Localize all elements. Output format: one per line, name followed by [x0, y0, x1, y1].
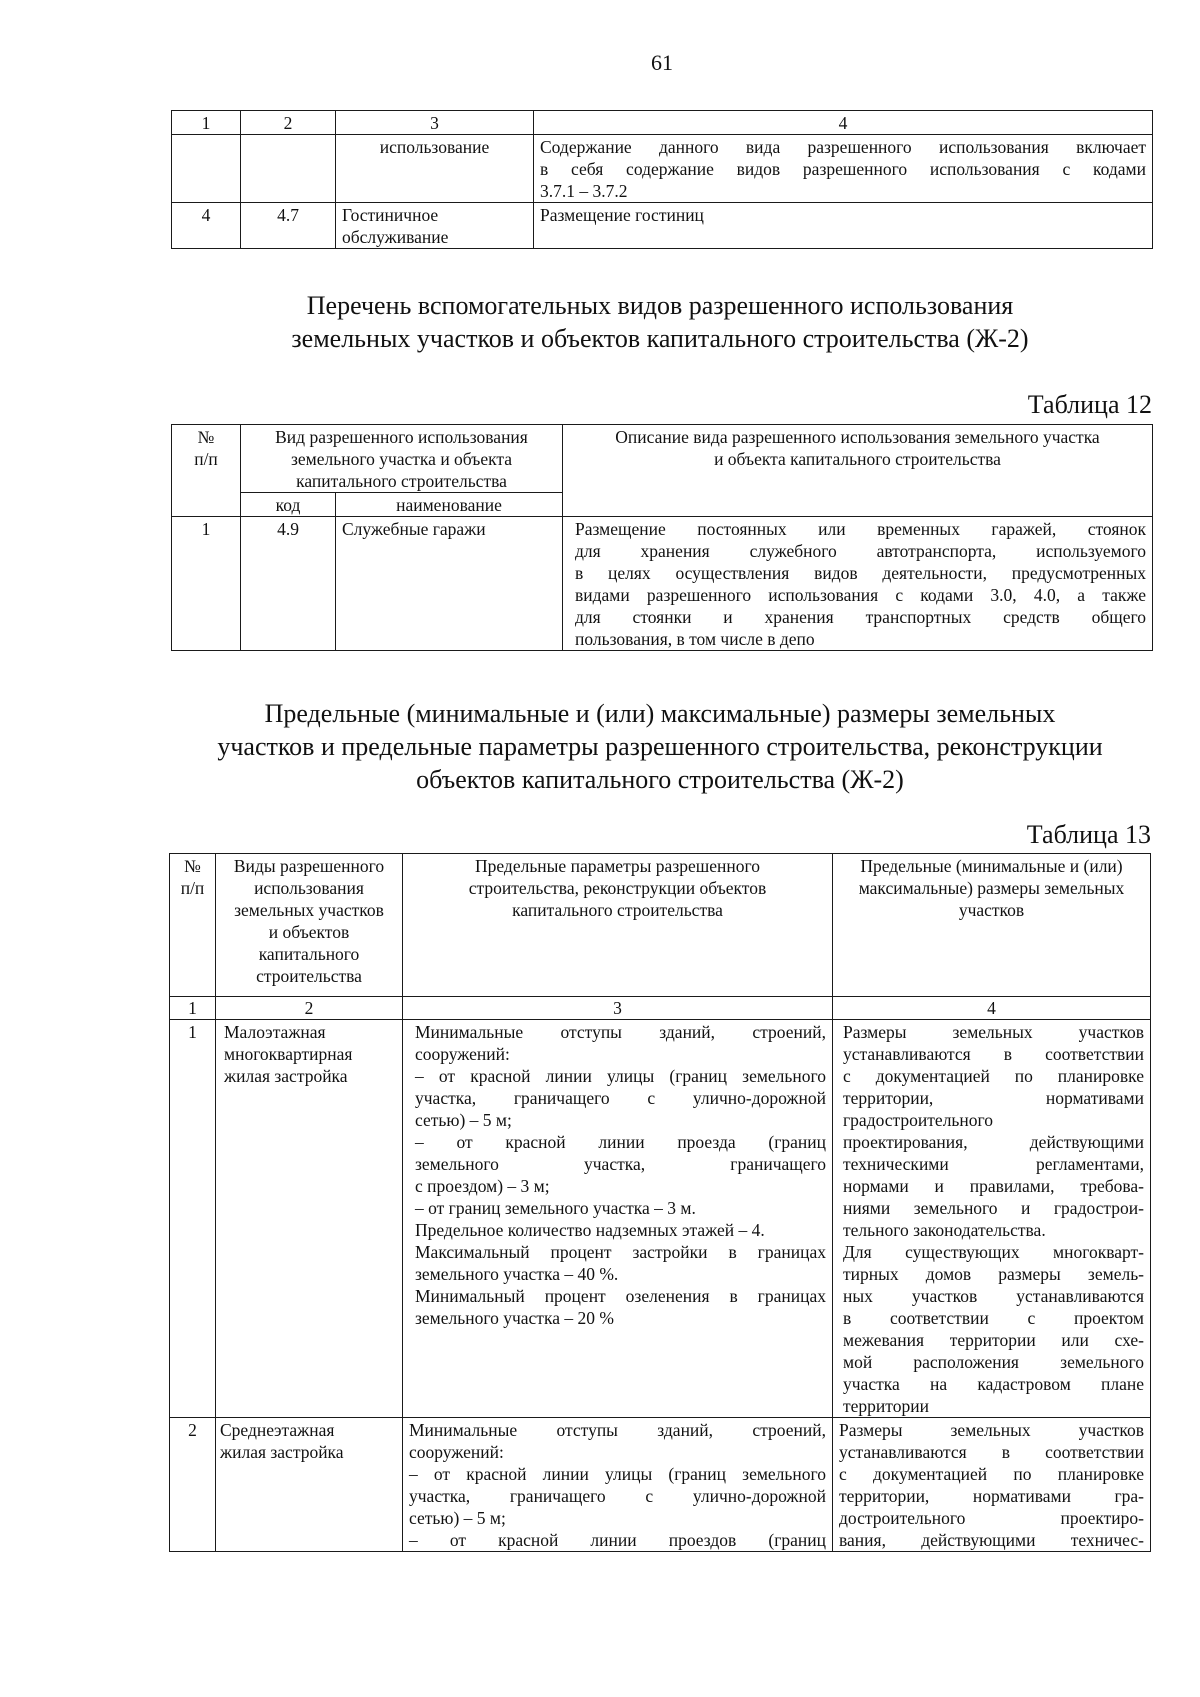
header-naim: наименование: [336, 493, 563, 517]
text-line: Описание вида разрешенного использования земельного участка: [615, 427, 1100, 447]
text-line: и объекта капитального строительства: [714, 449, 1001, 469]
heading-line: участков и предельные параметры разрешенного строительства, реконструкции: [217, 732, 1103, 761]
cell-description: [534, 135, 1153, 203]
header-description: [563, 425, 1153, 517]
text-line: Для существующих многокварт-: [843, 1242, 1144, 1262]
text-line: достроительного проектиро-: [839, 1508, 1144, 1528]
text-line: строительства: [256, 966, 362, 986]
cell-params: [403, 1020, 833, 1418]
text-line: в соответствии с проектом: [843, 1308, 1144, 1328]
cell-description: Размещение гостиниц: [534, 203, 1153, 249]
cell-num: 4: [172, 203, 241, 249]
text-line: Гостиничное: [342, 205, 439, 225]
text-line: тирных домов размеры земель-: [843, 1264, 1144, 1284]
text-line: Максимальный процент застройки в границах: [415, 1242, 826, 1262]
text-line: Малоэтажная: [224, 1022, 326, 1042]
text-line: Минимальные отступы зданий, строений,: [409, 1420, 826, 1440]
cell-vid: [216, 1020, 403, 1418]
cell: [241, 135, 336, 203]
text-line: – от красной линии проезда (границ: [415, 1132, 826, 1152]
text-line: п/п: [180, 878, 205, 898]
text-line: для стоянки и хранения транспортных средств общего: [575, 607, 1146, 627]
text-line: проектирования, действующими: [843, 1132, 1144, 1152]
text-line: Предельные (минимальные и (или): [860, 856, 1123, 876]
text-line: ных участков устанавливаются: [843, 1286, 1144, 1306]
text-line: межевания территории или схе-: [843, 1330, 1144, 1350]
cell-num: 1: [170, 1020, 216, 1418]
cell-vid: [216, 1418, 403, 1552]
table-13: [169, 853, 1151, 1552]
text-line: Среднеэтажная: [220, 1420, 335, 1440]
text-line: жилая застройка: [220, 1442, 344, 1462]
table-header-row: [172, 111, 1153, 135]
cell-sizes: [833, 1418, 1151, 1552]
heading-line: Предельные (минимальные и (или) максимальные) размеры земельных: [264, 699, 1056, 728]
text-line: Предельные параметры разрешенного: [475, 856, 760, 876]
header-sizes: [833, 854, 1151, 997]
text-line: участка, граничащего с улично-дорожной: [415, 1088, 826, 1108]
text-line: Размеры земельных участков: [843, 1022, 1144, 1042]
cell-code: 4.7: [241, 203, 336, 249]
cell-num: 1: [172, 517, 241, 651]
column-number: 2: [216, 997, 403, 1020]
text-line: жилая застройка: [224, 1066, 348, 1086]
heading-line: объектов капитального строительства (Ж-2): [416, 765, 904, 794]
cell-name: Служебные гаражи: [336, 517, 563, 651]
text-line: Предельное количество надземных этажей – 4.: [415, 1220, 765, 1240]
text-line: участка, граничащего с улично-дорожной: [409, 1486, 826, 1506]
text-line: Размеры земельных участков: [839, 1420, 1144, 1440]
text-line: земельного участка – 40 %.: [415, 1264, 619, 1284]
header-kod: код: [241, 493, 336, 517]
header-num: [170, 854, 216, 997]
text-line: вания, действующими техничес-: [839, 1530, 1144, 1550]
text-line: – от красной линии улицы (границ земельного: [409, 1464, 826, 1484]
header-cell: 4: [534, 111, 1153, 135]
cell-sizes: [833, 1020, 1151, 1418]
text-line: устанавливаются в соответствии: [843, 1044, 1144, 1064]
text-line: Минимальный процент озеленения в границах: [415, 1286, 826, 1306]
header-cell: 2: [241, 111, 336, 135]
heading-line: земельных участков и объектов капитального строительства (Ж-2): [291, 324, 1029, 353]
column-number-row: [170, 997, 1151, 1020]
text-line: – от красной линии улицы (границ земельного: [415, 1066, 826, 1086]
text-line: использования: [254, 878, 364, 898]
header-cell: 1: [172, 111, 241, 135]
cell: [172, 135, 241, 203]
section-heading: [160, 289, 1160, 355]
table-label: Таблица 12: [1027, 390, 1152, 419]
text-line: территории, нормативами: [843, 1088, 1144, 1108]
text-line: обслуживание: [342, 227, 449, 247]
text-line: видами разрешенного использования с кодами 3.0, 4.0, а также: [575, 585, 1146, 605]
table-row: [170, 1418, 1151, 1552]
text-line: №: [184, 856, 201, 876]
table-header-row: [170, 854, 1151, 997]
text-line: земельного участка, граничащего: [415, 1154, 826, 1174]
cell-num: 2: [170, 1418, 216, 1552]
text-line: пользования, в том числе в депо: [575, 629, 815, 649]
text-line: капитального: [258, 944, 360, 964]
text-line: в себя содержание видов разрешенного использования с кодами: [540, 159, 1146, 179]
text-line: сетью) – 5 м;: [415, 1110, 512, 1130]
table-row: [170, 1020, 1151, 1418]
text-line: – от красной линии проездов (границ: [409, 1530, 826, 1550]
text-line: сооружений:: [409, 1442, 504, 1462]
text-line: максимальные) размеры земельных: [858, 878, 1125, 898]
text-line: территории, нормативами гра-: [839, 1486, 1144, 1506]
table-row: [172, 135, 1153, 203]
text-line: с проездом) – 3 м;: [415, 1176, 550, 1196]
text-line: Вид разрешенного использования: [275, 427, 528, 447]
text-line: участков: [958, 900, 1025, 920]
text-line: сетью) – 5 м;: [409, 1508, 506, 1528]
column-number: 1: [170, 997, 216, 1020]
text-line: 3.7.1 – 3.7.2: [540, 181, 628, 201]
section-heading: [150, 697, 1170, 796]
text-line: – от границ земельного участка – 3 м.: [415, 1198, 696, 1218]
text-line: мой расположения земельного: [843, 1352, 1144, 1372]
text-line: капитального строительства: [512, 900, 723, 920]
text-line: тельного законодательства.: [843, 1220, 1046, 1240]
text-line: земельных участков: [234, 900, 384, 920]
text-line: с документацией по планировке: [839, 1464, 1144, 1484]
text-line: устанавливаются в соответствии: [839, 1442, 1144, 1462]
column-number: 4: [833, 997, 1151, 1020]
text-line: п/п: [194, 449, 218, 469]
header-params: [403, 854, 833, 997]
table-12: [171, 424, 1153, 651]
header-num: [172, 425, 241, 517]
cell-params: [403, 1418, 833, 1552]
text-line: строительства, реконструкции объектов: [468, 878, 767, 898]
text-line: Виды разрешенного: [233, 856, 385, 876]
table-header-row: [172, 425, 1153, 493]
header-vid: [241, 425, 563, 493]
cell-description: [563, 517, 1153, 651]
text-line: для хранения служебного автотранспорта, используемого: [575, 541, 1146, 561]
text-line: Размещение постоянных или временных гаражей, стоянок: [575, 519, 1146, 539]
table-row: [172, 517, 1153, 651]
page-number: 61: [651, 50, 673, 75]
cell-vid: [336, 203, 534, 249]
text-line: нормами и правилами, требова-: [843, 1176, 1144, 1196]
table-row: [172, 203, 1153, 249]
text-line: земельного участка – 20 %: [415, 1308, 614, 1328]
text-line: территории: [843, 1396, 929, 1416]
text-line: Содержание данного вида разрешенного использования включает: [540, 137, 1146, 157]
cell-code: 4.9: [241, 517, 336, 651]
text-line: участка на кадастровом плане: [843, 1374, 1144, 1394]
text-line: градостроительного: [843, 1110, 994, 1130]
text-line: техническими регламентами,: [843, 1154, 1144, 1174]
text-line: и объектов: [268, 922, 350, 942]
header-vid: [216, 854, 403, 997]
table-label: Таблица 13: [1026, 820, 1151, 849]
text-line: ниями земельного и градострои-: [843, 1198, 1144, 1218]
text-line: капитального строительства: [296, 471, 507, 491]
text-line: с документацией по планировке: [843, 1066, 1144, 1086]
continued-table: [171, 110, 1153, 249]
text-line: в целях осуществления видов деятельности, предусмотренных: [575, 563, 1146, 583]
heading-line: Перечень вспомогательных видов разрешенного использования: [306, 291, 1014, 320]
text-line: Минимальные отступы зданий, строений,: [415, 1022, 826, 1042]
text-line: земельного участка и объекта: [290, 449, 512, 469]
text-line: сооружений:: [415, 1044, 510, 1064]
text-line: многоквартирная: [224, 1044, 353, 1064]
cell-vid: использование: [336, 135, 534, 203]
header-cell: 3: [336, 111, 534, 135]
column-number: 3: [403, 997, 833, 1020]
text-line: №: [197, 427, 215, 447]
